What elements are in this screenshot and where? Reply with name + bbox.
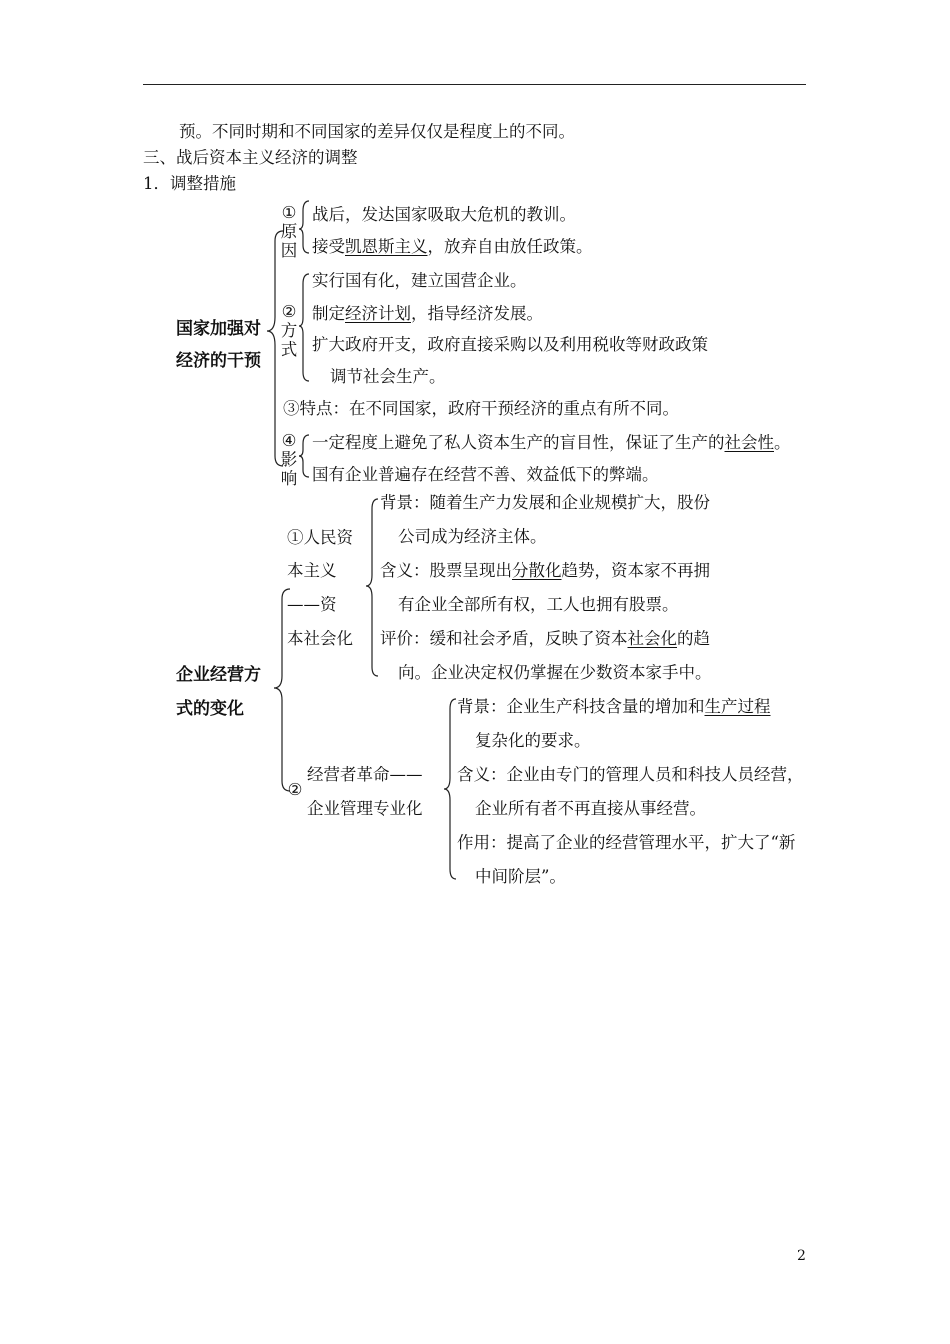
manager-meaning-line2: 企业所有者不再直接从事经营。 xyxy=(475,799,706,818)
brace-people xyxy=(366,499,378,676)
impact-label-char2: 响 xyxy=(280,469,298,488)
brace-impact xyxy=(299,435,309,477)
manager-effect-line2: 中间阶层”。 xyxy=(475,867,566,886)
method-label-char2: 式 xyxy=(280,340,298,359)
keyword-economic-plan: 经济计划 xyxy=(345,304,411,323)
method-label-num: ② xyxy=(281,302,297,321)
intervention-title-line1: 国家加强对 xyxy=(176,319,261,339)
impact-line2: 国有企业普遍存在经营不善、效益低下的弊端。 xyxy=(312,465,659,484)
keyword-sociality: 社会性 xyxy=(724,433,774,452)
people-eval-line2: 向。企业决定权仍掌握在少数资本家手中。 xyxy=(398,663,712,682)
method-line2: 制定经济计划，指导经济发展。 xyxy=(312,304,543,323)
keyword-socialization: 社会化 xyxy=(627,629,677,648)
keyword-production-process: 生产过程 xyxy=(704,697,771,716)
cause-label-num: ① xyxy=(281,203,297,222)
enterprise-title-line1: 企业经营方 xyxy=(176,665,261,685)
brace-manager xyxy=(444,699,456,879)
method-line3: 扩大政府开支，政府直接采购以及利用税收等财政政策 xyxy=(312,335,708,354)
main-brace-enterprise xyxy=(274,589,290,791)
subsection-heading: 1．调整措施 xyxy=(143,174,236,193)
manager-effect-line1: 作用：提高了企业的经营管理水平，扩大了“新 xyxy=(457,833,796,852)
people-bg-line1: 背景：随着生产力发展和企业规模扩大，股份 xyxy=(380,493,710,512)
manager-bg-line1: 背景：企业生产科技含量的增加和生产过程 xyxy=(457,697,771,716)
header-rule xyxy=(143,84,806,85)
cause-line2: 接受凯恩斯主义，放弃自由放任政策。 xyxy=(312,237,593,256)
people-label-line1: ①人民资 xyxy=(287,528,353,547)
feature-line: ③特点：在不同国家，政府干预经济的重点有所不同。 xyxy=(283,399,679,418)
keyword-keynesianism: 凯恩斯主义 xyxy=(345,237,428,256)
manager-label-line1: 经营者革命—— xyxy=(307,765,423,784)
people-label-line3: ——资 xyxy=(287,595,337,614)
section-heading: 三、战后资本主义经济的调整 xyxy=(143,148,358,167)
people-eval-line1: 评价：缓和社会矛盾，反映了资本社会化的趋 xyxy=(380,629,710,648)
cause-label-char1: 原 xyxy=(280,222,298,241)
brace-method xyxy=(299,274,309,381)
keyword-decentralization: 分散化 xyxy=(512,561,562,580)
intervention-title-line2: 经济的干预 xyxy=(176,351,261,371)
manager-label-line2: 企业管理专业化 xyxy=(307,799,423,818)
intro-line: 预。不同时期和不同国家的差异仅仅是程度上的不同。 xyxy=(179,122,575,141)
people-label-line2: 本主义 xyxy=(287,561,337,580)
people-meaning-line1: 含义：股票呈现出分散化趋势，资本家不再拥 xyxy=(380,561,710,580)
method-label-char1: 方 xyxy=(280,321,298,340)
cause-line1: 战后，发达国家吸取大危机的教训。 xyxy=(312,205,576,224)
manager-label-num: ② xyxy=(287,780,303,799)
impact-label-char1: 影 xyxy=(280,450,298,469)
impact-line1: 一定程度上避免了私人资本生产的盲目性，保证了生产的社会性。 xyxy=(312,433,791,452)
page-number: 2 xyxy=(797,1248,806,1264)
method-line4: 调节社会生产。 xyxy=(330,367,446,386)
brace-cause xyxy=(299,201,309,253)
people-meaning-line2: 有企业全部所有权，工人也拥有股票。 xyxy=(398,595,679,614)
manager-bg-line2: 复杂化的要求。 xyxy=(475,731,591,750)
manager-meaning-line1: 含义：企业由专门的管理人员和科技人员经营， xyxy=(457,765,804,784)
impact-label-num: ④ xyxy=(281,431,297,450)
people-label-line4: 本社会化 xyxy=(287,629,353,648)
people-bg-line2: 公司成为经济主体。 xyxy=(398,527,547,546)
enterprise-title-line2: 式的变化 xyxy=(176,699,244,719)
method-line1: 实行国有化，建立国营企业。 xyxy=(312,271,527,290)
cause-label-char2: 因 xyxy=(280,241,298,260)
